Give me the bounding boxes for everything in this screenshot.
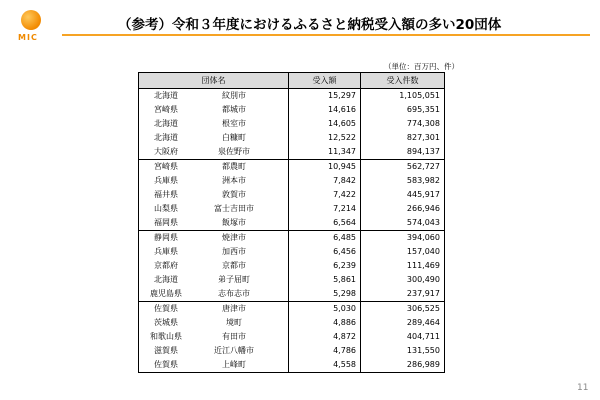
count-cell: 157,040: [361, 245, 445, 259]
amount-cell: 4,558: [289, 358, 361, 373]
count-cell: 827,301: [361, 131, 445, 145]
municipality-name: 洲本市: [222, 176, 246, 185]
table-row: [139, 344, 445, 358]
table-row: [139, 117, 445, 131]
prefecture-name: 大阪府: [154, 147, 178, 156]
table-row: [139, 145, 445, 160]
municipality-cell: [139, 202, 289, 216]
amount-cell: 14,616: [289, 103, 361, 117]
count-cell: 404,711: [361, 330, 445, 344]
prefecture-name: 福井県: [154, 190, 178, 199]
table-row: [139, 188, 445, 202]
municipality-cell: [139, 287, 289, 302]
mic-logo: [12, 8, 52, 48]
municipality-name: 志布志市: [218, 289, 250, 298]
municipality-name: 上峰町: [222, 360, 246, 369]
municipality-name: 白糠町: [222, 133, 246, 142]
municipality-name: 加西市: [222, 247, 246, 256]
count-cell: 445,917: [361, 188, 445, 202]
column-header-name: 団体名: [139, 73, 289, 89]
amount-cell: 10,945: [289, 160, 361, 175]
prefecture-name: 滋賀県: [154, 346, 178, 355]
amount-cell: 14,605: [289, 117, 361, 131]
table-header-row: [139, 73, 445, 89]
municipality-name: 有田市: [222, 332, 246, 341]
municipality-cell: [139, 302, 289, 317]
prefecture-name: 兵庫県: [154, 176, 178, 185]
amount-cell: 7,422: [289, 188, 361, 202]
municipality-cell: [139, 316, 289, 330]
table-body: [139, 89, 445, 373]
table-row: [139, 131, 445, 145]
amount-cell: 6,456: [289, 245, 361, 259]
municipality-name: 近江八幡市: [214, 346, 254, 355]
prefecture-name: 北海道: [154, 275, 178, 284]
table-row: [139, 103, 445, 117]
count-cell: 394,060: [361, 231, 445, 246]
amount-cell: 4,872: [289, 330, 361, 344]
prefecture-name: 福岡県: [154, 218, 178, 227]
table-row: [139, 216, 445, 231]
municipality-name: 泉佐野市: [218, 147, 250, 156]
prefecture-name: 兵庫県: [154, 247, 178, 256]
table-row: [139, 358, 445, 373]
municipality-cell: [139, 131, 289, 145]
table-row: [139, 273, 445, 287]
count-cell: 289,464: [361, 316, 445, 330]
municipality-cell: [139, 344, 289, 358]
table-row: [139, 202, 445, 216]
prefecture-name: 鹿児島県: [150, 289, 182, 298]
prefecture-name: 茨城県: [154, 318, 178, 327]
count-cell: 574,043: [361, 216, 445, 231]
count-cell: 894,137: [361, 145, 445, 160]
logo-text: MIC: [18, 33, 38, 42]
count-cell: 300,490: [361, 273, 445, 287]
municipality-cell: [139, 117, 289, 131]
municipality-name: 京都市: [222, 261, 246, 270]
count-cell: 111,469: [361, 259, 445, 273]
ranking-table: [138, 72, 445, 373]
municipality-name: 唐津市: [222, 304, 246, 313]
municipality-name: 境町: [226, 318, 242, 327]
column-header-count: 受入件数: [361, 73, 445, 89]
count-cell: 237,917: [361, 287, 445, 302]
municipality-cell: [139, 231, 289, 246]
prefecture-name: 佐賀県: [154, 304, 178, 313]
municipality-name: 都農町: [222, 162, 246, 171]
municipality-name: 焼津市: [222, 233, 246, 242]
amount-cell: 4,886: [289, 316, 361, 330]
municipality-name: 紋別市: [222, 91, 246, 100]
municipality-cell: [139, 188, 289, 202]
municipality-name: 根室市: [222, 119, 246, 128]
page-title: （参考）令和３年度におけるふるさと納税受入額の多い20団体: [118, 17, 502, 33]
column-header-amount: 受入額: [289, 73, 361, 89]
unit-note: （単位：百万円、件）: [384, 62, 459, 71]
table-row: [139, 89, 445, 104]
municipality-cell: [139, 103, 289, 117]
amount-cell: 15,297: [289, 89, 361, 104]
municipality-cell: [139, 145, 289, 160]
prefecture-name: 宮崎県: [154, 162, 178, 171]
amount-cell: 11,347: [289, 145, 361, 160]
table-row: [139, 245, 445, 259]
municipality-cell: [139, 216, 289, 231]
prefecture-name: 北海道: [154, 119, 178, 128]
count-cell: 695,351: [361, 103, 445, 117]
amount-cell: 6,564: [289, 216, 361, 231]
prefecture-name: 北海道: [154, 91, 178, 100]
municipality-cell: [139, 330, 289, 344]
municipality-name: 都城市: [222, 105, 246, 114]
count-cell: 583,982: [361, 174, 445, 188]
count-cell: 266,946: [361, 202, 445, 216]
municipality-cell: [139, 89, 289, 104]
municipality-cell: [139, 273, 289, 287]
municipality-cell: [139, 245, 289, 259]
amount-cell: 5,298: [289, 287, 361, 302]
table-row: [139, 316, 445, 330]
table-row: [139, 259, 445, 273]
municipality-cell: [139, 259, 289, 273]
count-cell: 774,308: [361, 117, 445, 131]
municipality-cell: [139, 358, 289, 373]
table-row: [139, 330, 445, 344]
municipality-name: 弟子屈町: [218, 275, 250, 284]
table-row: [139, 287, 445, 302]
table-row: [139, 160, 445, 175]
prefecture-name: 和歌山県: [150, 332, 182, 341]
count-cell: 286,989: [361, 358, 445, 373]
title-divider: [62, 34, 590, 36]
amount-cell: 6,239: [289, 259, 361, 273]
sun-logo-icon: [21, 10, 41, 30]
amount-cell: 12,522: [289, 131, 361, 145]
amount-cell: 4,786: [289, 344, 361, 358]
count-cell: 131,550: [361, 344, 445, 358]
table-row: [139, 231, 445, 246]
amount-cell: 5,861: [289, 273, 361, 287]
table-row: [139, 302, 445, 317]
municipality-cell: [139, 174, 289, 188]
amount-cell: 5,030: [289, 302, 361, 317]
municipality-name: 飯塚市: [222, 218, 246, 227]
count-cell: 1,105,051: [361, 89, 445, 104]
count-cell: 306,525: [361, 302, 445, 317]
prefecture-name: 佐賀県: [154, 360, 178, 369]
municipality-name: 富士吉田市: [214, 204, 254, 213]
prefecture-name: 京都府: [154, 261, 178, 270]
amount-cell: 6,485: [289, 231, 361, 246]
amount-cell: 7,842: [289, 174, 361, 188]
page-number: 11: [577, 383, 589, 393]
count-cell: 562,727: [361, 160, 445, 175]
prefecture-name: 北海道: [154, 133, 178, 142]
table-row: [139, 174, 445, 188]
amount-cell: 7,214: [289, 202, 361, 216]
municipality-name: 敦賀市: [222, 190, 246, 199]
prefecture-name: 山梨県: [154, 204, 178, 213]
prefecture-name: 静岡県: [154, 233, 178, 242]
municipality-cell: [139, 160, 289, 175]
prefecture-name: 宮崎県: [154, 105, 178, 114]
